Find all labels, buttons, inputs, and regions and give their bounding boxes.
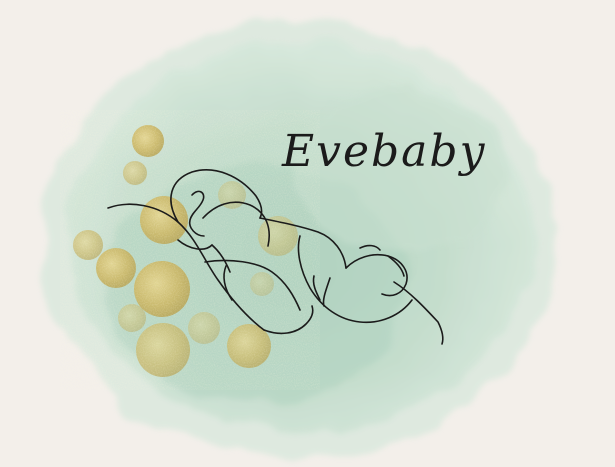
- brand-name: Evebaby: [282, 126, 487, 177]
- glitter-dots: [60, 110, 320, 390]
